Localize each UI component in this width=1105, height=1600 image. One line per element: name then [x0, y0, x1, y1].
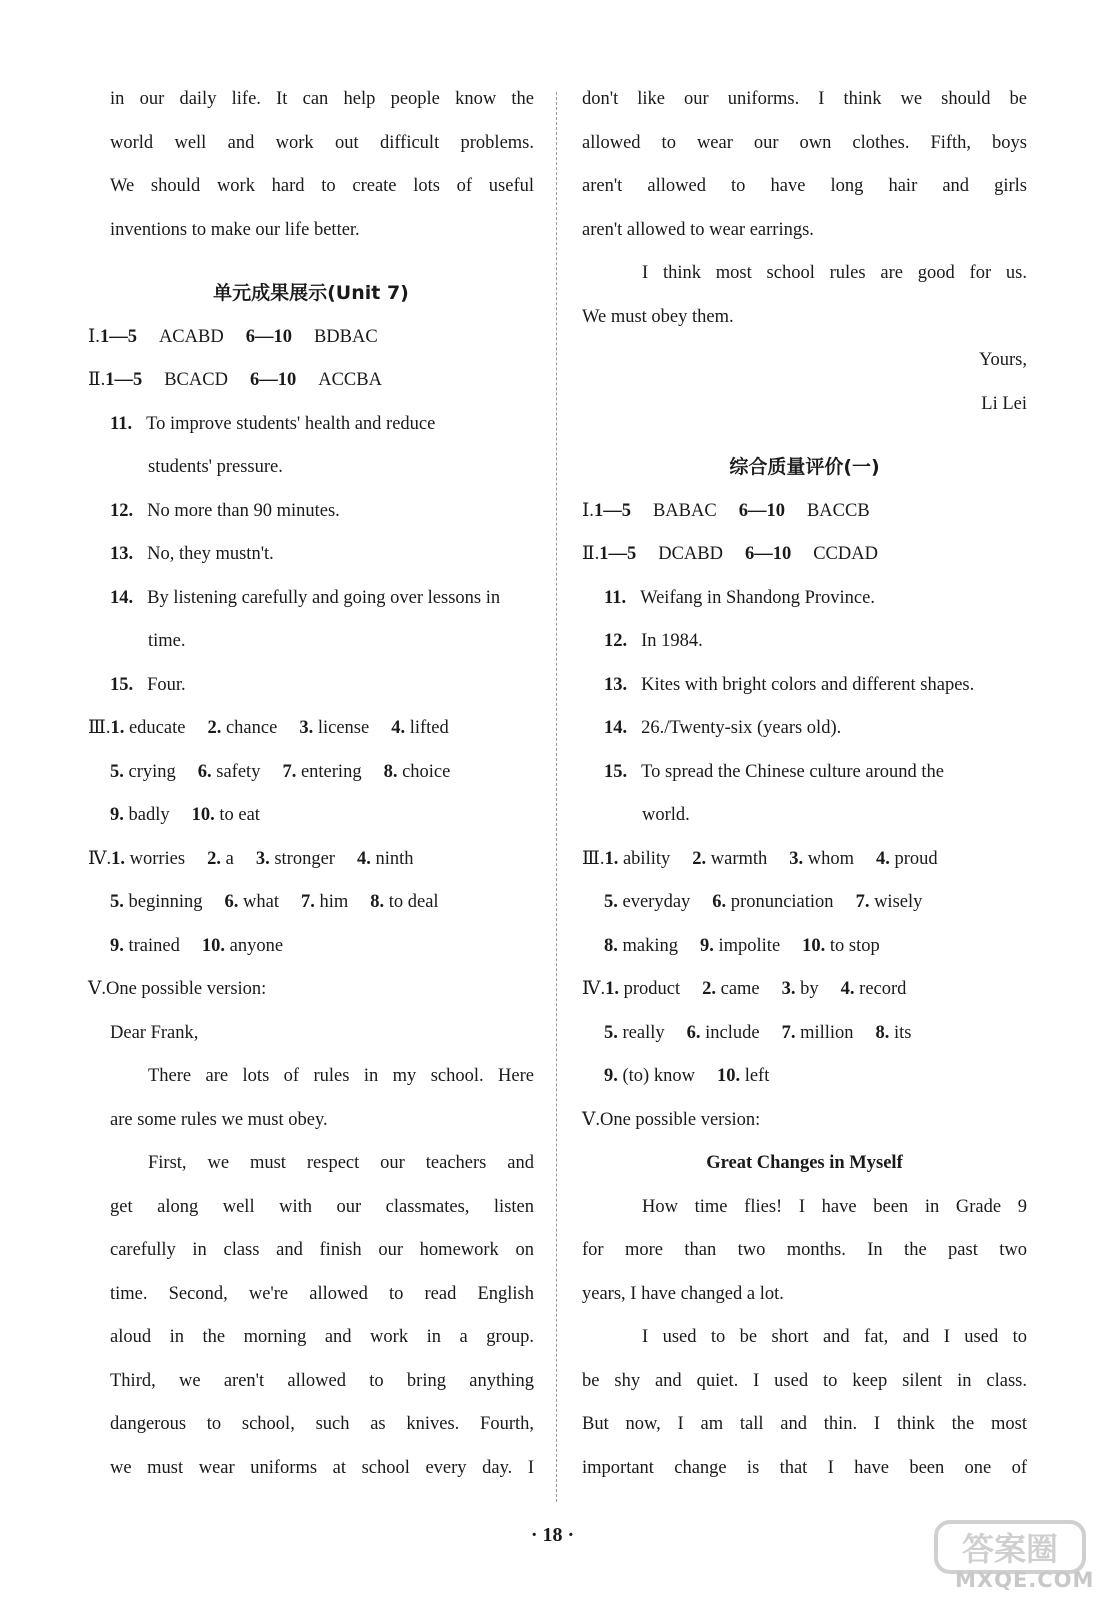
item-number: 3.	[781, 979, 796, 999]
letter-line: we must wear uniforms at school every day. I	[110, 1457, 534, 1478]
letter-line: There are lots of rules in my school. Here	[148, 1066, 534, 1086]
answer-key: BCACD	[164, 370, 228, 390]
question-number: 12.	[110, 500, 134, 521]
letter-line: aren't allowed to wear earrings.	[582, 219, 814, 240]
answer-line	[582, 620, 1027, 664]
writing-heading: Ⅴ.One possible version:	[582, 1109, 761, 1130]
answer-line	[582, 577, 1027, 621]
answer-key-line	[582, 490, 1027, 534]
answer-line	[582, 794, 1027, 838]
item-word: stronger	[274, 848, 335, 869]
section-roman: Ⅲ.	[88, 718, 111, 738]
watermark-url: MXQE.COM	[955, 1568, 1095, 1592]
item-number: 6.	[197, 761, 212, 782]
answer-line	[88, 620, 534, 664]
item-number: 3.	[789, 848, 804, 869]
eval-section-title: 综合质量评价(一)	[729, 456, 880, 478]
word-answer-row	[88, 881, 534, 925]
item-word: left	[744, 1066, 770, 1086]
item-number: 8.	[875, 1022, 890, 1043]
section-roman: Ⅱ.	[88, 370, 106, 390]
item-word: a	[225, 848, 234, 869]
item-number: 5.	[110, 761, 124, 782]
letter-greeting: Dear Frank,	[110, 1022, 199, 1043]
column-divider	[556, 92, 557, 1502]
item-word: him	[319, 892, 349, 912]
item-word: record	[859, 979, 907, 999]
item-word: warmth	[710, 848, 768, 869]
section-roman: Ⅰ.	[582, 500, 594, 521]
item-word: safety	[216, 761, 261, 782]
word-answer-row	[582, 838, 1027, 882]
item-word: crying	[128, 761, 176, 782]
word-answer-row	[88, 707, 534, 751]
item-word: anyone	[229, 935, 284, 956]
item-number: 3.	[299, 718, 314, 738]
item-word: to eat	[219, 805, 260, 825]
item-word: (to) know	[622, 1066, 695, 1086]
answer-text: 26./Twenty-six (years old).	[641, 718, 842, 738]
page-number: · 18 ·	[530, 1524, 575, 1546]
item-number: 10.	[716, 1066, 741, 1086]
item-word: to deal	[388, 892, 439, 912]
item-number: 4.	[356, 848, 371, 869]
range-label: 1—5	[99, 326, 137, 347]
item-number: 1.	[111, 848, 125, 869]
intro-line: inventions to make our life better.	[110, 219, 360, 240]
item-word: pronunciation	[730, 892, 834, 912]
letter-line: aren't allowed to have long hair and girls	[582, 176, 1027, 196]
answer-key-line	[88, 316, 534, 360]
answer-key: BABAC	[652, 500, 717, 521]
left-column	[88, 78, 534, 1490]
item-number: 9.	[604, 1066, 618, 1086]
answer-key: ACABD	[158, 326, 224, 347]
answer-line	[88, 577, 534, 621]
answer-line	[88, 446, 534, 490]
item-word: beginning	[128, 892, 203, 912]
question-number: 13.	[604, 674, 628, 695]
essay-line: be shy and quiet. I used to keep silent in class.	[582, 1370, 1027, 1391]
item-number: 7.	[282, 761, 297, 782]
question-number: 11.	[604, 587, 627, 608]
item-number: 2.	[207, 848, 221, 869]
answer-key-line	[582, 533, 1027, 577]
intro-line: We should work hard to create lots of useful	[110, 176, 534, 196]
answer-line	[88, 664, 534, 708]
item-number: 4.	[876, 848, 890, 869]
answer-text: world.	[642, 805, 690, 825]
section-roman: Ⅳ.	[88, 848, 112, 869]
item-word: making	[622, 935, 678, 956]
section-roman: Ⅲ.	[582, 848, 605, 869]
answer-line	[88, 533, 534, 577]
answer-text: students' pressure.	[148, 457, 283, 477]
item-word: license	[317, 718, 370, 738]
range-label: 6—10	[738, 500, 785, 521]
essay-line: But now, I am tall and thin. I think the most	[582, 1414, 1027, 1434]
question-number: 15.	[604, 761, 628, 782]
essay-title: Great Changes in Myself	[706, 1153, 903, 1173]
letter-line: I think most school rules are good for us.	[642, 263, 1027, 283]
answer-text: By listening carefully and going over lessons in	[147, 587, 501, 608]
word-answer-row	[582, 1055, 1027, 1099]
intro-line: world well and work out difficult problems.	[110, 132, 534, 153]
item-number: 2.	[702, 979, 716, 999]
item-number: 1.	[110, 718, 125, 738]
range-label: 6—10	[744, 544, 792, 564]
essay-line: important change is that I have been one of	[582, 1457, 1027, 1478]
letter-line: allowed to wear our own clothes. Fifth, boys	[582, 132, 1027, 153]
writing-heading: Ⅴ.One possible version:	[88, 979, 267, 999]
answer-line	[88, 403, 534, 447]
item-number: 8.	[383, 761, 398, 782]
question-number: 12.	[604, 631, 628, 651]
item-word: chance	[225, 718, 278, 738]
item-word: entering	[300, 761, 362, 782]
essay-line: I used to be short and fat, and I used to	[642, 1327, 1027, 1347]
item-word: include	[705, 1022, 760, 1043]
item-number: 8.	[604, 935, 618, 956]
range-label: 1—5	[599, 544, 637, 564]
item-number: 2.	[692, 848, 707, 869]
unit-section-title: 单元成果展示(Unit 7)	[213, 282, 409, 304]
answer-line	[582, 707, 1027, 751]
answer-line	[582, 751, 1027, 795]
range-label: 1—5	[105, 370, 143, 390]
item-word: proud	[894, 848, 938, 869]
answer-key: CCDAD	[813, 544, 878, 564]
answer-text: Kites with bright colors and different shapes.	[641, 674, 975, 695]
word-answer-row	[88, 925, 534, 969]
item-number: 7.	[781, 1022, 796, 1043]
item-number: 6.	[224, 892, 239, 912]
item-number: 5.	[604, 892, 618, 912]
word-answer-row	[582, 881, 1027, 925]
letter-line: are some rules we must obey.	[110, 1109, 328, 1130]
question-number: 14.	[110, 587, 134, 608]
letter-line: dangerous to school, such as knives. Fourth,	[110, 1414, 534, 1434]
item-number: 6.	[712, 892, 727, 912]
item-number: 3.	[255, 848, 270, 869]
item-number: 1.	[604, 848, 619, 869]
answer-line	[88, 490, 534, 534]
item-number: 5.	[604, 1022, 618, 1043]
question-number: 13.	[110, 544, 134, 564]
answer-key: BDBAC	[313, 326, 378, 347]
question-number: 14.	[604, 718, 628, 738]
word-answer-row	[88, 794, 534, 838]
item-word: worries	[129, 848, 186, 869]
watermark-logo-text: 答案圈	[961, 1530, 1059, 1568]
word-answer-row	[582, 968, 1027, 1012]
word-answer-row	[582, 1012, 1027, 1056]
word-answer-row	[88, 751, 534, 795]
letter-line: time. Second, we're allowed to read English	[110, 1283, 534, 1304]
answer-text: To spread the Chinese culture around the	[641, 761, 944, 782]
item-number: 6.	[686, 1022, 701, 1043]
item-word: its	[894, 1022, 912, 1043]
letter-line: don't like our uniforms. I think we should be	[582, 89, 1027, 109]
range-label: 1—5	[593, 500, 631, 521]
answer-text: To improve students' health and reduce	[146, 413, 436, 434]
item-word: choice	[402, 761, 451, 782]
letter-line: carefully in class and finish our homework on	[110, 1240, 534, 1260]
answer-key: ACCBA	[318, 370, 382, 390]
item-word: trained	[128, 935, 180, 956]
item-word: million	[800, 1022, 854, 1043]
item-word: really	[622, 1022, 665, 1043]
word-answer-row	[582, 925, 1027, 969]
item-number: 9.	[110, 805, 124, 825]
answer-key: BACCB	[806, 500, 870, 521]
item-number: 10.	[802, 935, 826, 956]
answer-text: No, they mustn't.	[147, 544, 274, 564]
item-number: 7.	[855, 892, 870, 912]
section-roman: Ⅱ.	[582, 544, 600, 564]
item-number: 2.	[207, 718, 222, 738]
letter-signature: Li Lei	[981, 393, 1027, 414]
item-word: ninth	[375, 848, 414, 869]
answer-key: DCABD	[658, 544, 723, 564]
item-number: 4.	[391, 718, 406, 738]
answer-key-line	[88, 359, 534, 403]
item-word: badly	[128, 805, 170, 825]
range-label: 6—10	[245, 326, 292, 347]
range-label: 6—10	[249, 370, 297, 390]
essay-line: years, I have changed a lot.	[582, 1283, 784, 1304]
item-number: 4.	[840, 979, 855, 999]
letter-sign-off: Yours,	[979, 350, 1027, 370]
answer-text: Weifang in Shandong Province.	[640, 587, 875, 608]
intro-line: in our daily life. It can help people know the	[110, 89, 534, 109]
item-word: wisely	[874, 892, 923, 912]
answer-text: time.	[148, 631, 186, 651]
letter-line: get along well with our classmates, listen	[110, 1196, 534, 1217]
item-number: 7.	[300, 892, 315, 912]
item-word: lifted	[409, 718, 449, 738]
item-word: by	[800, 979, 819, 999]
item-word: what	[243, 892, 279, 912]
item-word: impolite	[718, 935, 781, 956]
letter-line: Third, we aren't allowed to bring anything	[110, 1370, 534, 1391]
letter-line: First, we must respect our teachers and	[148, 1153, 534, 1173]
item-word: to stop	[829, 935, 880, 956]
letter-line: We must obey them.	[582, 306, 734, 327]
item-word: ability	[622, 848, 671, 869]
answer-text: In 1984.	[641, 631, 703, 651]
question-number: 15.	[110, 674, 134, 695]
item-word: whom	[807, 848, 855, 869]
item-number: 8.	[370, 892, 385, 912]
answer-line	[582, 664, 1027, 708]
item-word: product	[623, 979, 681, 999]
item-number: 10.	[191, 805, 215, 825]
section-roman: Ⅰ.	[88, 326, 100, 347]
section-roman: Ⅳ.	[582, 979, 606, 999]
item-number: 1.	[605, 979, 619, 999]
answer-text: No more than 90 minutes.	[147, 500, 340, 521]
word-answer-row	[88, 838, 534, 882]
item-number: 9.	[700, 935, 714, 956]
letter-line: aloud in the morning and work in a group.	[110, 1327, 534, 1347]
item-number: 10.	[201, 935, 225, 956]
answer-text: Four.	[147, 674, 186, 695]
item-word: educate	[128, 718, 186, 738]
item-number: 9.	[110, 935, 124, 956]
question-number: 11.	[110, 413, 133, 434]
essay-line: for more than two months. In the past two	[582, 1240, 1027, 1260]
right-column	[582, 78, 1027, 1490]
item-number: 5.	[110, 892, 124, 912]
item-word: everyday	[622, 892, 691, 912]
essay-line: How time flies! I have been in Grade 9	[642, 1196, 1027, 1217]
item-word: came	[720, 979, 760, 999]
